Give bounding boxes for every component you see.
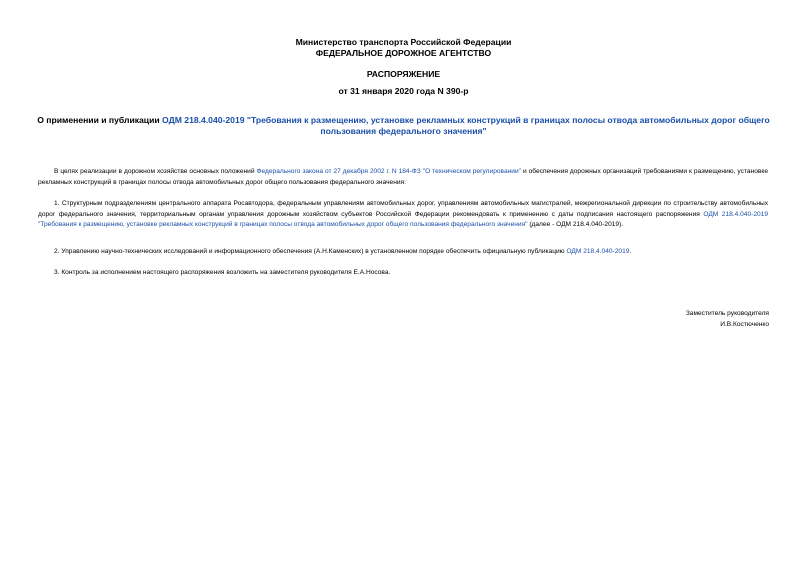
- document-date-number: от 31 января 2020 года N 390-р: [338, 86, 469, 96]
- signature-position: Заместитель руководителя: [685, 310, 769, 317]
- item-1-odm-link[interactable]: ОДМ 218.4.040-2019 "Требования к размещению, установке рекламных конструкций в границах полосы отвода автомобильных дорог общего пользования федерального значения": [38, 210, 768, 228]
- title-odm-link[interactable]: ОДМ 218.4.040-2019 "Требования к размещению, установке рекламных конструкций в границах полосы отвода автомобильных дорог общего пользования федерального значения": [162, 115, 770, 136]
- intro-paragraph: [38, 167, 768, 188]
- title-prefix: О применении и публикации: [37, 115, 163, 125]
- federal-law-link[interactable]: Федерального закона от 27 декабря 2002 г. N 184-ФЗ "О техническом регулировании": [256, 168, 521, 175]
- document-title: [36, 115, 771, 137]
- item-2-text-after: .: [629, 248, 632, 255]
- item-2-text-before: 2. Управлению научно-технических исследований и информационного обеспечения (А.Н.Каменских) в установленном порядке обеспечить официальную публикацию: [54, 248, 567, 255]
- intro-text-after: и обеспечения дорожных организаций требованиями к размещению, установке рекламных конструкций в границах полосы отвода автомобильных дорог общего пользования федерального значения:: [38, 168, 768, 186]
- item-2-paragraph: [38, 247, 768, 258]
- item-1-text-after: (далее - ОДМ 218.4.040-2019).: [527, 221, 624, 228]
- signature-name: И.В.Костюченко: [720, 321, 769, 328]
- agency-heading: ФЕДЕРАЛЬНОЕ ДОРОЖНОЕ АГЕНТСТВО: [315, 48, 492, 58]
- item-3-text: 3. Контроль за исполнением настоящего распоряжения возложить на заместителя руководителя Е.А.Носова.: [54, 269, 391, 276]
- intro-text-before: В целях реализации в дорожном хозяйстве основных положений: [54, 168, 257, 175]
- document-type-heading: РАСПОРЯЖЕНИЕ: [366, 69, 441, 79]
- ministry-heading: Министерство транспорта Российской Федерации: [295, 37, 512, 47]
- item-3-paragraph: [38, 268, 768, 279]
- item-1-text-before: 1. Структурным подразделениям центрального аппарата Росавтодора, федеральным управлениям автомобильных дорог, управлениям автомобильных магистралей, межрегиональной дирекции по строительству автомобильных дорог федерального значения, территориальным органам управления дорожным хозяйством субъектов Российской Федерации рекомендовать к применению с даты подписания настоящего распоряжения: [38, 200, 768, 218]
- item-1-paragraph: [38, 199, 768, 231]
- item-2-odm-link[interactable]: ОДМ 218.4.040-2019: [566, 248, 630, 255]
